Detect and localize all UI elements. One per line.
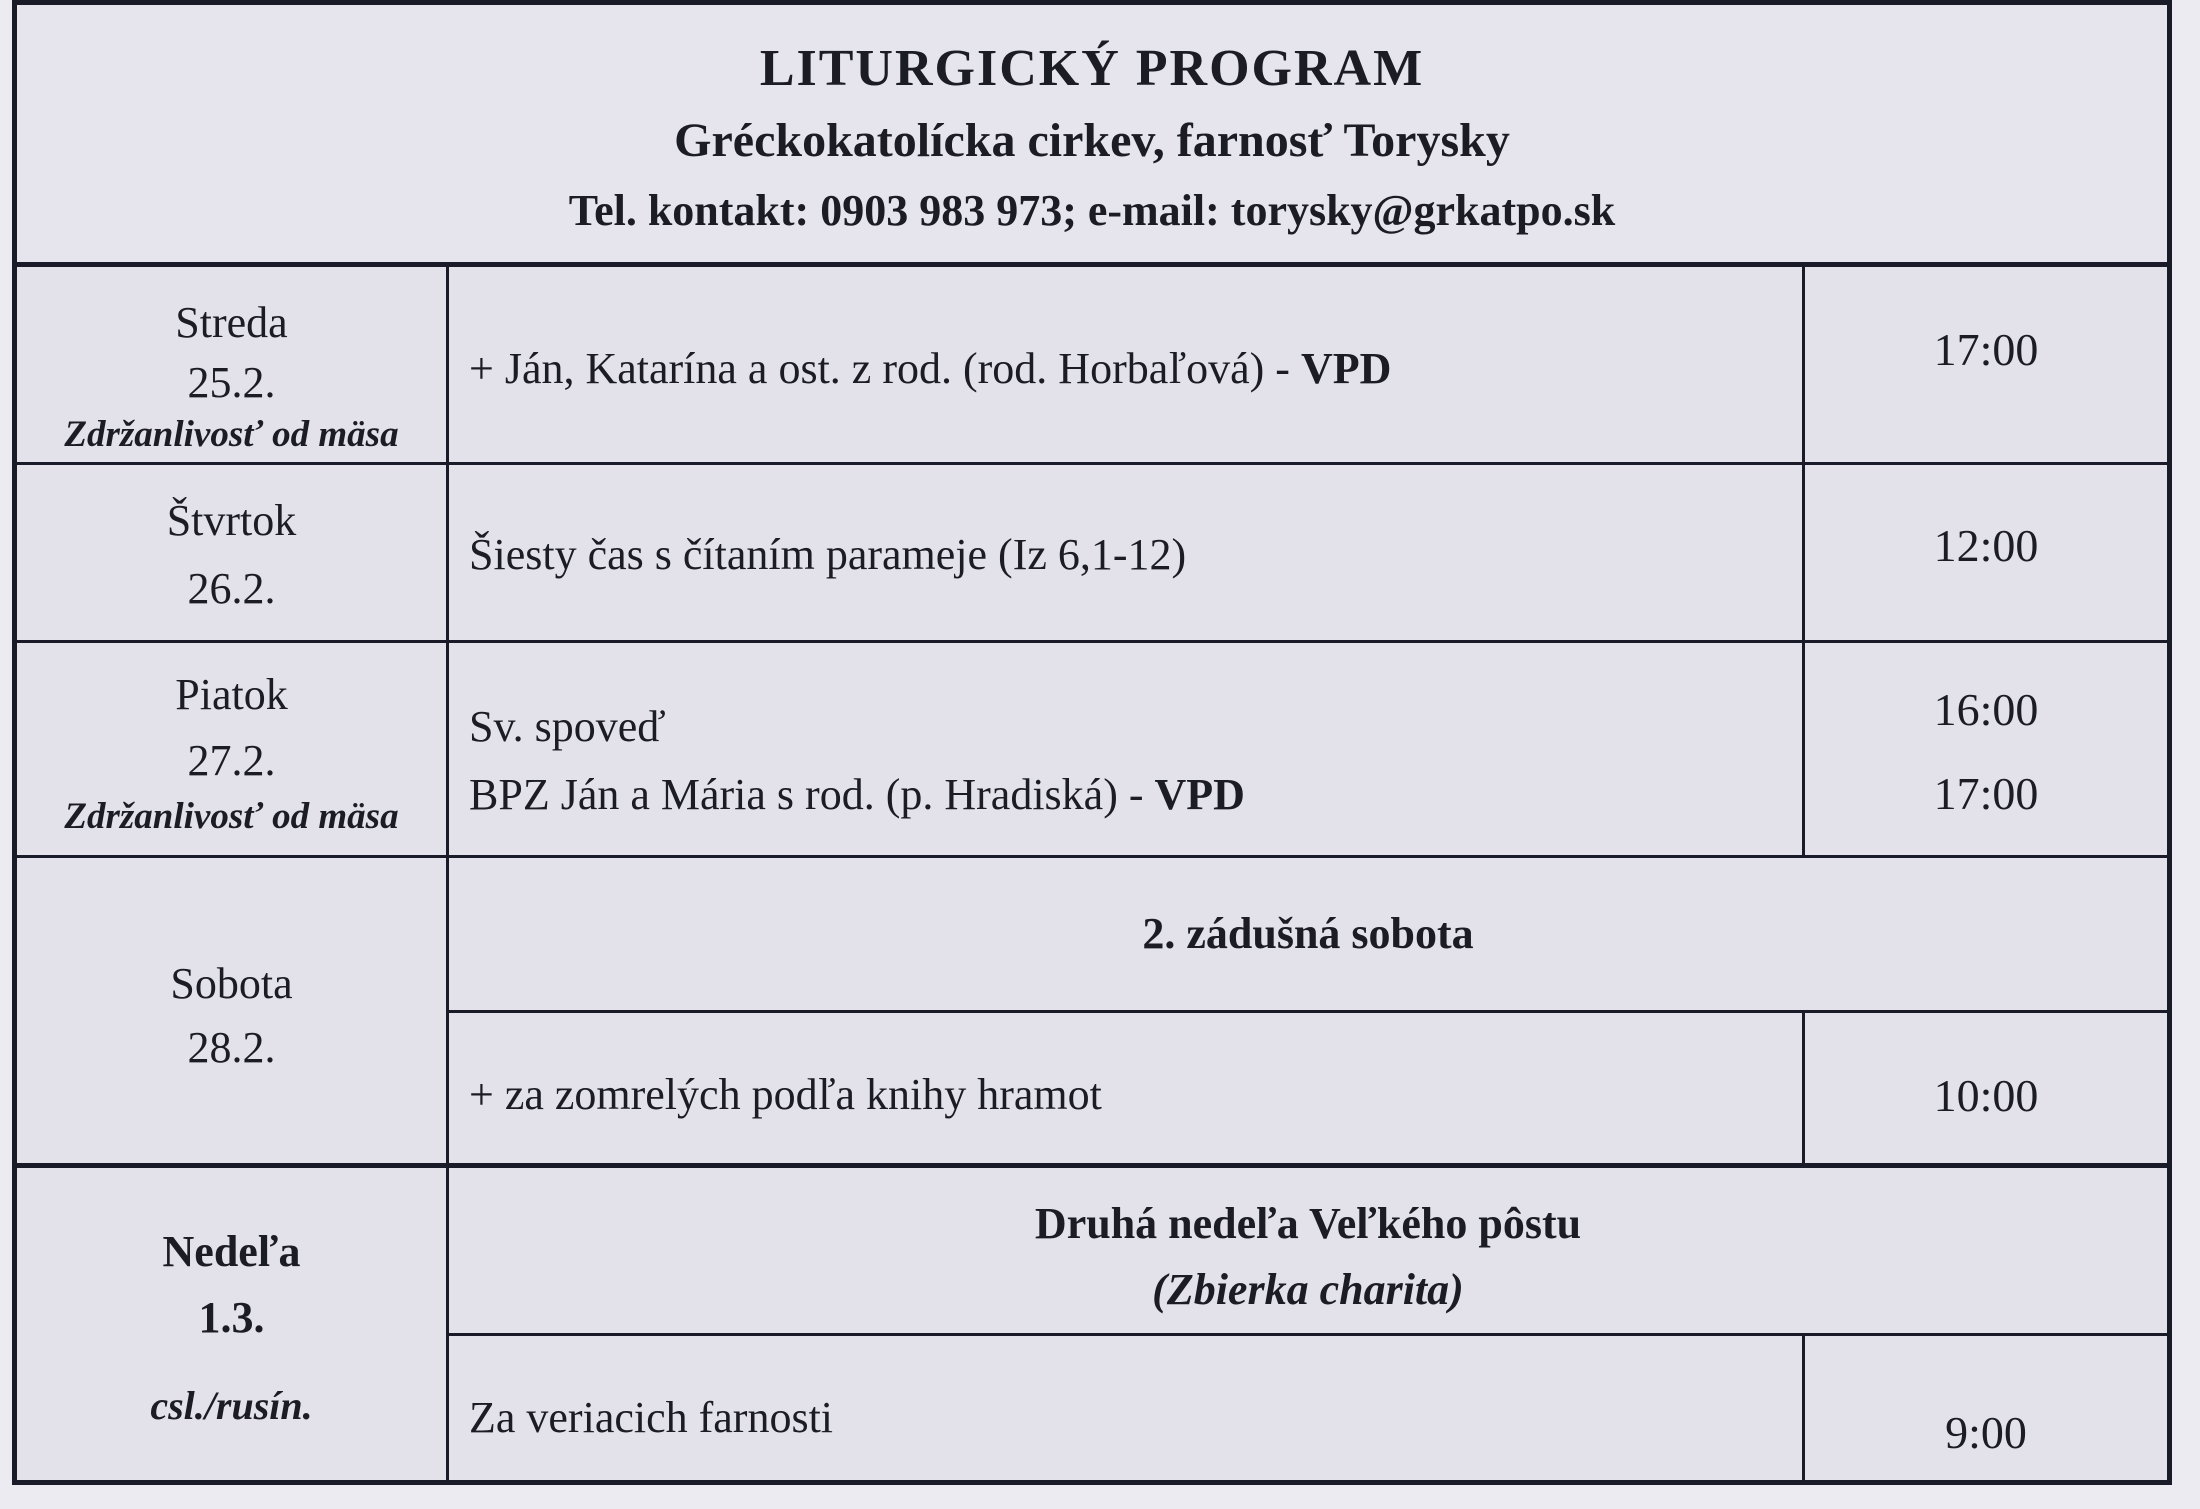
time-cell [1805,643,2167,855]
event-time: 17:00 [1933,324,2039,375]
contact-info: Tel. kontakt: 0903 983 973; e-mail: torysky@grkatpo.sk [568,186,1616,235]
event-time: 16:00 [1933,684,2039,735]
time-cell [1805,1013,2167,1163]
event-cell [449,267,1805,462]
event-time: 12:00 [1933,520,2039,571]
schedule-row-sunday [17,1168,2167,1485]
day-date: 26.2. [187,564,276,613]
day-date: 25.2. [187,358,276,407]
day-banner [449,858,2167,1013]
day-date: 27.2. [187,736,276,785]
event-text: + Ján, Katarína a ost. z rod. (rod. Horbaľová) - VPD [469,344,1392,393]
event-text: Za veriacich farnosti [469,1393,834,1442]
program-title: LITURGICKÝ PROGRAM [759,40,1425,97]
day-name: Streda [175,298,288,347]
day-name: Nedeľa [162,1227,301,1276]
day-cell [17,465,449,640]
day-cell [17,643,449,855]
day-name: Piatok [175,670,288,719]
parish-name: Gréckokatolícka cirkev, farnosť Torysky [674,114,1510,167]
schedule-row-wednesday [17,267,2167,465]
event-text: BPZ Ján a Mária s rod. (p. Hradiská) - VPD [469,770,1245,819]
program-header [17,5,2167,267]
time-cell [1805,1336,2167,1485]
event-text: Sv. spoveď [469,702,666,751]
event-tag: VPD [1154,770,1245,819]
banner-title: Druhá nedeľa Veľkého pôstu [1034,1199,1582,1248]
schedule-row-friday [17,643,2167,858]
day-name: Štvrtok [166,496,297,545]
day-note: csl./rusín. [150,1383,313,1428]
day-date: 28.2. [187,1023,276,1072]
event-cell [449,1013,1805,1163]
event-tag: VPD [1300,344,1392,393]
schedule-row-saturday [17,858,2167,1168]
event-time: 9:00 [1945,1407,2027,1458]
event-time: 10:00 [1933,1070,2039,1121]
day-banner [449,1168,2167,1336]
event-cell [449,1336,1805,1485]
day-cell [17,858,449,1163]
event-time: 17:00 [1933,768,2039,819]
time-cell [1805,465,2167,640]
banner-title: 2. zádušná sobota [1142,909,1474,958]
day-cell [17,267,449,462]
time-cell [1805,267,2167,462]
schedule-row-thursday [17,465,2167,643]
event-cell [449,465,1805,640]
event-cell [449,643,1805,855]
day-note: Zdržanlivosť od mäsa [64,414,399,455]
event-text: + za zomrelých podľa knihy hramot [469,1070,1102,1119]
liturgical-program-sheet [12,0,2172,1485]
day-note: Zdržanlivosť od mäsa [64,796,399,837]
day-name: Sobota [170,959,293,1008]
day-date: 1.3. [198,1293,265,1342]
banner-note: (Zbierka charita) [1152,1265,1464,1314]
event-text: Šiesty čas s čítaním parameje (Iz 6,1-12) [469,530,1187,579]
day-cell [17,1168,449,1485]
